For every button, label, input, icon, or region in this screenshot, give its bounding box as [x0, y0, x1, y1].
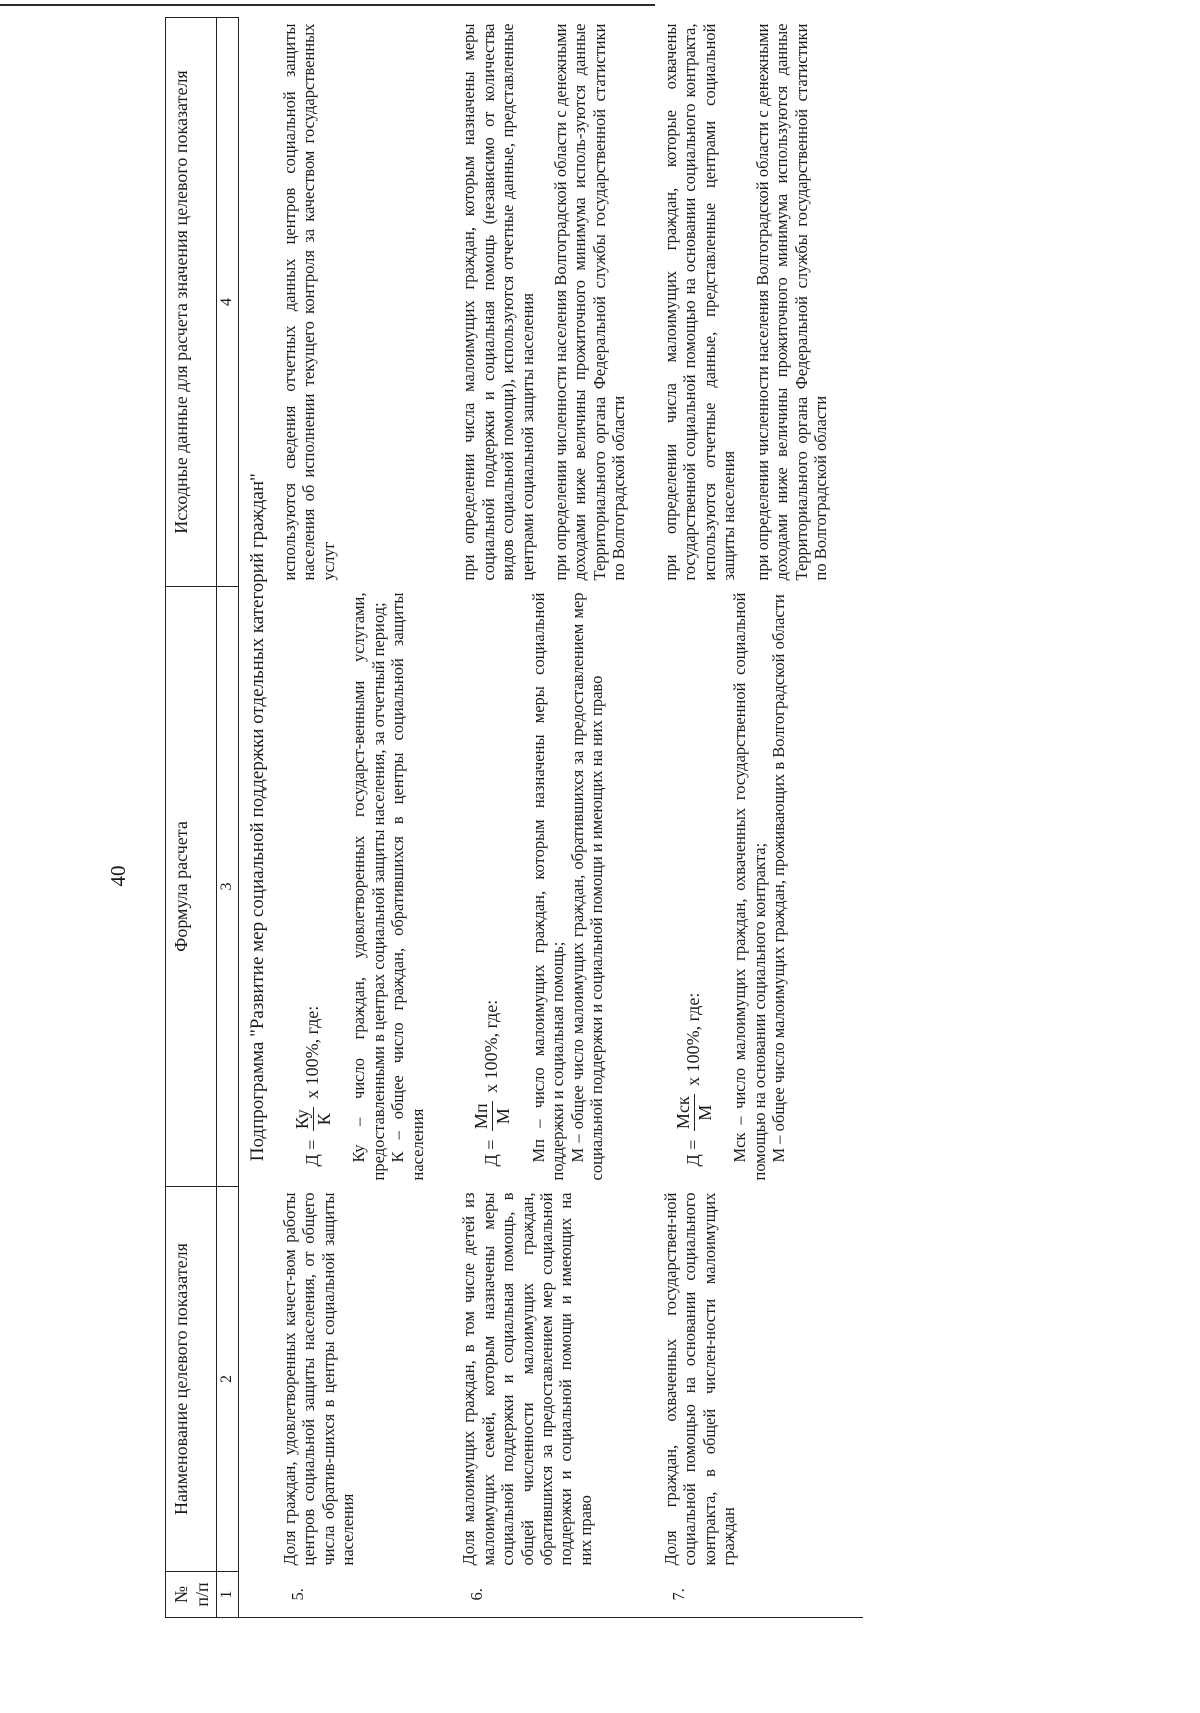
header-indicator-name: Наименование целевого показателя [166, 1187, 217, 1572]
source-data-text: при определении численности населения Волгоградской области с денежными доходами ниже величины прожиточного минимума используются данные Территориального органа Федеральной службы государственной статистики по Волгоградской области [752, 23, 831, 581]
column-number: 2 [217, 1187, 239, 1572]
formula [459, 593, 528, 1181]
formula-definition: М – общее число малоимущих граждан, проживающих в Волгоградской области [769, 594, 789, 1163]
column-number: 3 [217, 587, 239, 1187]
formula-fraction [471, 1101, 514, 1131]
indicator-name: Доля граждан, удовлетворенных качест-вом работы центров социальной защиты населения, от общего числа обратив-шихся в центры социальной защиты населения [279, 1192, 358, 1566]
formula-lhs: Д = [301, 1139, 322, 1167]
subprogram-title: Подпрограмма "Развитие мер социальной поддержки отдельных категорий граждан" [239, 18, 280, 1618]
formula-definition: Ку – число граждан, удовлетворенных государст-венными услугами, предоставленными в центрах социальной защиты населения, за отчетный период; [349, 592, 388, 1181]
source-data-text: при определении численности населения Волгоградской области с денежными доходами ниже величины прожиточного минимума исполь-зуются данные Территориального органа Федеральной службы государственной статистики по Волгоградской области [550, 23, 629, 581]
header-formula: Формула расчета [166, 587, 217, 1187]
formula-cell [280, 587, 459, 1187]
source-data-text: при определении числа малоимущих граждан, которые охвачены государственной социальной помощью на основании социального контракта, используются отчетные данные, представленные центрами социальной защиты населения [660, 23, 739, 581]
formula [280, 593, 349, 1181]
source-data-cell [661, 18, 863, 587]
formula-fraction [292, 1107, 335, 1131]
formula-denominator: М [695, 1104, 716, 1121]
formula-definition: К – общее число граждан, обратившихся в центры социальной защиты населения [388, 592, 427, 1181]
table-row [280, 18, 459, 1618]
row-number: 6. [459, 1572, 661, 1618]
scan-edge-line [0, 4, 655, 6]
header-number: № п/п [166, 1572, 217, 1618]
formula-definition: Мск – число малоимущих граждан, охваченных государственной социальной помощью на основании социального контракта; [730, 592, 769, 1181]
table-row [661, 18, 863, 1618]
formula-definition: М – общее число малоимущих граждан, обратившихся за предоставлением мер социальной поддержки и социальной помощи и имеющих на них право [567, 592, 606, 1181]
formula-cell [661, 587, 863, 1187]
formula [661, 593, 730, 1181]
source-data-text: используются сведения отчетных данных центров социальной защиты населения об исполнении текущего контроля за качеством государственных услуг [279, 23, 338, 581]
formula-numerator: Мск [673, 1094, 695, 1131]
column-number-row [217, 18, 239, 1618]
formula-numerator: Мп [471, 1101, 493, 1131]
row-number: 5. [280, 1572, 459, 1618]
formula-denominator: К [313, 1113, 334, 1126]
source-data-cell [280, 18, 459, 587]
formula-rhs: x 100%, где: [301, 1005, 322, 1099]
formula-lhs: Д = [682, 1139, 703, 1167]
formula-rhs: x 100%, где: [480, 999, 501, 1093]
header-source-data: Исходные данные для расчета значения целевого показателя [166, 18, 217, 587]
formula-definition: Мп – число малоимущих граждан, которым назначены меры социальной поддержки и социальная помощь; [528, 592, 568, 1181]
indicator-name: Доля граждан, охваченных государствен-ной социальной помощью на основании социального контракта, в общей числен-ности малоимущих граждан [660, 1192, 739, 1566]
formula-rhs: x 100%, где: [682, 992, 703, 1086]
rotated-page-content [165, 18, 1085, 1618]
indicators-table [165, 17, 863, 1618]
row-number: 7. [661, 1572, 863, 1618]
formula-lhs: Д = [480, 1139, 501, 1167]
table-row [459, 18, 661, 1618]
formula-fraction [673, 1094, 716, 1131]
formula-denominator: М [493, 1108, 514, 1125]
indicator-name: Доля малоимущих граждан, в том числе детей из малоимущих семей, которым назначены меры социальной поддержки и социальная помощь, в общей численности малоимущих граждан, обратившихся за предоставлением мер социальной поддержки и социальной помощи и имеющих на них право [459, 1192, 595, 1566]
formula-cell [459, 587, 661, 1187]
table-header-row [166, 18, 217, 1618]
formula-numerator: Ку [292, 1107, 314, 1131]
subprogram-row [239, 18, 280, 1618]
page-number: 40 [106, 865, 130, 887]
column-number: 1 [217, 1572, 239, 1618]
column-number: 4 [217, 18, 239, 587]
source-data-cell [459, 18, 661, 587]
source-data-text: при определении числа малоимущих граждан, которым назначены меры социальной поддержки и социальная помощь (независимо от количества видов социальной помощи), используются отчетные данные, представленные центрами социальной защиты населения [459, 23, 537, 581]
